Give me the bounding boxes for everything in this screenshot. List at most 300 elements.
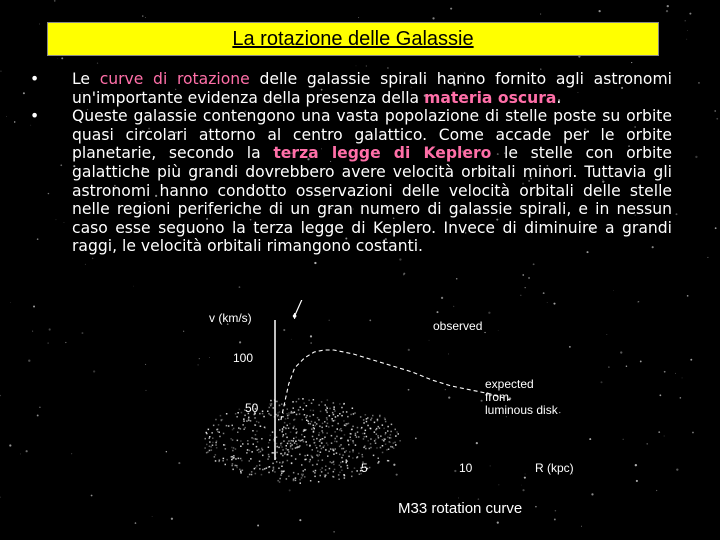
noise-pixel — [346, 450, 348, 452]
noise-pixel — [262, 411, 264, 413]
noise-pixel — [230, 438, 232, 440]
noise-pixel — [351, 476, 353, 478]
noise-pixel — [259, 461, 261, 463]
noise-pixel — [239, 409, 241, 411]
noise-pixel — [304, 469, 306, 471]
noise-pixel — [247, 476, 249, 478]
noise-pixel — [293, 478, 295, 480]
noise-pixel — [246, 452, 248, 454]
noise-pixel — [389, 441, 391, 443]
noise-pixel — [339, 429, 341, 431]
bullet-text: Queste galassie contengono una vasta popolazione di stelle poste su orbite quasi circolari attorno al centro galattico. Come accade per le orbite planetarie, secondo la terza legge di Keplero le stelle con orbite galattiche più grandi dovrebbero avere velocità orbitali minori. Tuttavia gli astronomi hanno condotto osservazioni delle velocità orbitali delle stelle nelle regioni periferiche di un gran numero di galassie spirali, e in nessun caso esse seguono la terza legge di Keplero. Invece di diminuire a grandi raggi, le velocità orbitali rimangono costanti. — [72, 107, 673, 256]
noise-pixel — [215, 442, 217, 444]
noise-pixel — [386, 449, 388, 451]
star-dot — [356, 65, 357, 66]
star-dot — [399, 258, 401, 260]
noise-pixel — [292, 440, 294, 442]
noise-pixel — [290, 443, 292, 445]
noise-pixel — [376, 447, 378, 449]
noise-pixel — [385, 434, 387, 436]
star-dot — [9, 444, 11, 446]
star-dot — [636, 480, 638, 482]
noise-pixel — [313, 425, 315, 427]
noise-pixel — [268, 472, 270, 474]
noise-pixel — [303, 470, 305, 472]
noise-pixel — [269, 414, 271, 416]
noise-pixel — [216, 447, 218, 449]
noise-pixel — [237, 432, 239, 434]
noise-pixel — [241, 460, 243, 462]
noise-pixel — [302, 398, 304, 400]
noise-pixel — [294, 442, 296, 444]
noise-pixel — [324, 437, 326, 439]
noise-pixel — [327, 423, 329, 425]
noise-pixel — [313, 410, 315, 412]
noise-pixel — [388, 460, 390, 462]
noise-pixel — [296, 401, 298, 403]
noise-pixel — [308, 400, 310, 402]
noise-pixel — [292, 401, 294, 403]
noise-pixel — [384, 417, 386, 419]
noise-pixel — [312, 464, 314, 466]
noise-pixel — [305, 429, 307, 431]
noise-pixel — [349, 451, 351, 453]
noise-pixel — [370, 447, 372, 449]
noise-pixel — [314, 472, 316, 474]
noise-pixel — [286, 437, 288, 439]
observed-point — [293, 314, 297, 318]
noise-pixel — [383, 428, 385, 430]
noise-pixel — [256, 465, 258, 467]
noise-pixel — [327, 472, 329, 474]
noise-pixel — [282, 429, 284, 431]
noise-pixel — [233, 455, 235, 457]
noise-pixel — [344, 425, 346, 427]
star-dot — [690, 359, 692, 361]
noise-pixel — [282, 463, 284, 465]
noise-pixel — [293, 426, 295, 428]
star-dot — [39, 24, 40, 25]
noise-pixel — [293, 427, 295, 429]
noise-pixel — [274, 471, 276, 473]
noise-pixel — [316, 447, 318, 449]
noise-pixel — [256, 439, 258, 441]
noise-pixel — [377, 435, 379, 437]
noise-pixel — [382, 445, 384, 447]
noise-pixel — [337, 423, 339, 425]
star-dot — [57, 58, 58, 59]
noise-pixel — [259, 468, 261, 470]
noise-pixel — [231, 465, 233, 467]
noise-pixel — [209, 438, 211, 440]
noise-pixel — [316, 464, 318, 466]
noise-pixel — [303, 429, 305, 431]
star-dot — [554, 519, 556, 521]
noise-pixel — [264, 427, 266, 429]
highlight-term: terza legge di Keplero — [273, 144, 492, 163]
noise-pixel — [322, 423, 324, 425]
noise-pixel — [319, 426, 321, 428]
noise-pixel — [239, 469, 241, 471]
noise-pixel — [281, 446, 283, 448]
noise-pixel — [376, 433, 378, 435]
star-dot — [91, 495, 93, 497]
star-dot — [540, 13, 541, 14]
noise-pixel — [279, 405, 281, 407]
noise-pixel — [333, 406, 335, 408]
noise-pixel — [206, 432, 208, 434]
noise-pixel — [315, 470, 317, 472]
noise-pixel — [295, 441, 297, 443]
noise-pixel — [299, 479, 301, 481]
star-dot — [528, 277, 530, 279]
noise-pixel — [310, 459, 312, 461]
noise-pixel — [302, 474, 304, 476]
noise-pixel — [341, 437, 343, 439]
noise-pixel — [255, 438, 257, 440]
noise-pixel — [236, 416, 238, 418]
noise-pixel — [299, 445, 301, 447]
star-dot — [692, 432, 694, 434]
noise-pixel — [235, 413, 237, 415]
noise-pixel — [240, 440, 242, 442]
y-tick-label: 50 — [245, 401, 259, 415]
noise-pixel — [261, 438, 263, 440]
noise-pixel — [258, 422, 260, 424]
noise-pixel — [336, 441, 338, 443]
noise-pixel — [301, 434, 303, 436]
noise-pixel — [219, 436, 221, 438]
noise-pixel — [309, 416, 311, 418]
noise-pixel — [366, 418, 368, 420]
noise-pixel — [216, 440, 218, 442]
star-dot — [39, 407, 40, 408]
noise-pixel — [268, 447, 270, 449]
noise-pixel — [357, 427, 359, 429]
noise-pixel — [255, 473, 257, 475]
noise-pixel — [282, 416, 284, 418]
noise-pixel — [326, 412, 328, 414]
star-dot — [658, 431, 660, 433]
noise-pixel — [321, 427, 323, 429]
star-dot — [257, 525, 259, 527]
noise-pixel — [289, 423, 291, 425]
noise-pixel — [334, 420, 336, 422]
chart-marks — [281, 300, 571, 420]
noise-pixel — [323, 447, 325, 449]
noise-pixel — [347, 440, 349, 442]
noise-pixel — [309, 445, 311, 447]
star-dot — [145, 17, 146, 18]
noise-pixel — [321, 448, 323, 450]
noise-pixel — [255, 434, 257, 436]
star-dot — [37, 415, 39, 417]
noise-pixel — [249, 474, 251, 476]
noise-pixel — [323, 438, 325, 440]
noise-pixel — [242, 424, 244, 426]
noise-pixel — [325, 404, 327, 406]
noise-pixel — [309, 461, 311, 463]
noise-pixel — [347, 416, 349, 418]
noise-pixel — [384, 419, 386, 421]
noise-pixel — [334, 431, 336, 433]
noise-pixel — [253, 443, 255, 445]
noise-pixel — [339, 465, 341, 467]
noise-pixel — [310, 480, 312, 482]
noise-pixel — [339, 446, 341, 448]
noise-pixel — [307, 455, 309, 457]
noise-pixel — [257, 450, 259, 452]
noise-pixel — [359, 474, 361, 476]
noise-pixel — [356, 470, 358, 472]
noise-pixel — [318, 434, 320, 436]
noise-pixel — [341, 415, 343, 417]
noise-pixel — [395, 429, 397, 431]
x-tick-label: 5 — [361, 461, 368, 475]
noise-pixel — [248, 417, 250, 419]
noise-pixel — [354, 412, 356, 414]
star-dot — [61, 57, 63, 59]
noise-pixel — [287, 418, 289, 420]
noise-pixel — [387, 430, 389, 432]
noise-pixel — [285, 418, 287, 420]
noise-pixel — [233, 447, 235, 449]
noise-pixel — [318, 419, 320, 421]
y-tick-label: 100 — [233, 351, 254, 365]
noise-pixel — [329, 468, 331, 470]
star-dot — [599, 10, 601, 12]
star-dot — [387, 67, 389, 69]
noise-pixel — [295, 458, 297, 460]
noise-pixel — [368, 440, 370, 442]
noise-pixel — [279, 481, 281, 483]
noise-pixel — [355, 435, 357, 437]
noise-pixel — [283, 440, 285, 442]
star-dot — [32, 331, 33, 332]
noise-pixel — [294, 412, 296, 414]
star-dot — [33, 306, 35, 308]
noise-pixel — [255, 467, 256, 469]
noise-pixel — [226, 459, 228, 461]
star-dot — [620, 351, 622, 353]
noise-pixel — [295, 480, 297, 482]
noise-pixel — [269, 439, 271, 441]
noise-pixel — [225, 464, 227, 466]
noise-pixel — [306, 405, 308, 407]
noise-pixel — [352, 426, 354, 428]
noise-pixel — [276, 452, 278, 454]
noise-pixel — [363, 422, 365, 424]
noise-pixel — [326, 417, 328, 419]
star-dot — [608, 366, 610, 368]
star-dot — [533, 263, 535, 265]
noise-pixel — [306, 415, 308, 417]
noise-pixel — [296, 432, 298, 434]
noise-pixel — [316, 438, 318, 440]
noise-pixel — [348, 456, 350, 458]
noise-pixel — [215, 444, 217, 446]
noise-pixel — [301, 464, 303, 466]
noise-pixel — [364, 436, 366, 438]
noise-pixel — [385, 444, 387, 446]
noise-pixel — [320, 469, 322, 471]
noise-pixel — [370, 443, 372, 445]
noise-pixel — [332, 420, 334, 422]
noise-pixel — [287, 408, 289, 410]
noise-pixel — [240, 458, 242, 460]
noise-pixel — [313, 471, 315, 473]
star-dot — [81, 332, 83, 334]
noise-pixel — [204, 447, 206, 449]
star-dot — [71, 453, 72, 454]
noise-pixel — [243, 429, 245, 431]
noise-pixel — [326, 432, 328, 434]
noise-pixel — [302, 419, 304, 421]
noise-pixel — [206, 452, 208, 454]
noise-pixel — [273, 407, 275, 409]
noise-pixel — [343, 420, 345, 422]
noise-pixel — [285, 427, 287, 429]
noise-pixel — [270, 405, 272, 407]
noise-pixel — [271, 403, 273, 405]
noise-pixel — [287, 425, 289, 427]
noise-pixel — [333, 461, 335, 463]
noise-pixel — [232, 463, 234, 465]
noise-pixel — [390, 446, 392, 448]
noise-pixel — [395, 435, 397, 437]
noise-pixel — [262, 449, 264, 451]
noise-pixel — [344, 477, 346, 479]
noise-pixel — [251, 471, 253, 473]
chart-caption: M33 rotation curve — [398, 500, 523, 517]
noise-pixel — [223, 433, 225, 435]
noise-pixel — [312, 436, 314, 438]
noise-pixel — [353, 413, 355, 415]
noise-pixel — [208, 429, 210, 431]
noise-pixel — [251, 474, 253, 476]
bullet-item — [28, 70, 672, 107]
noise-pixel — [314, 442, 316, 444]
noise-pixel — [343, 404, 345, 406]
noise-pixel — [320, 475, 322, 477]
noise-pixel — [242, 443, 244, 445]
star-dot — [0, 71, 1, 72]
noise-pixel — [305, 459, 307, 461]
noise-pixel — [346, 423, 348, 425]
star-dot — [403, 273, 405, 275]
noise-pixel — [380, 435, 382, 437]
star-dot — [166, 451, 167, 452]
noise-pixel — [232, 469, 234, 471]
noise-pixel — [247, 440, 249, 442]
noise-pixel — [285, 433, 287, 435]
noise-pixel — [235, 448, 237, 450]
bullet-icon: • — [30, 70, 40, 88]
noise-pixel — [329, 415, 331, 417]
x-axis-label: R (kpc) — [535, 461, 574, 475]
noise-pixel — [295, 428, 297, 430]
noise-pixel — [276, 461, 278, 463]
star-dot — [635, 464, 637, 466]
star-dot — [178, 462, 180, 464]
noise-pixel — [375, 443, 377, 445]
noise-pixel — [268, 454, 270, 456]
noise-pixel — [304, 414, 306, 416]
star-dot — [358, 17, 359, 18]
noise-pixel — [342, 461, 344, 463]
noise-pixel — [372, 415, 374, 417]
star-dot — [640, 361, 642, 363]
noise-pixel — [371, 418, 373, 420]
noise-pixel — [286, 478, 288, 480]
noise-pixel — [276, 437, 278, 439]
noise-pixel — [293, 480, 295, 482]
star-dot — [85, 264, 86, 265]
noise-pixel — [333, 476, 335, 478]
star-dot — [239, 286, 241, 288]
noise-pixel — [303, 409, 305, 411]
noise-pixel — [343, 411, 345, 413]
noise-pixel — [334, 410, 336, 412]
noise-pixel — [245, 427, 247, 429]
expected-curve — [281, 350, 510, 420]
noise-pixel — [333, 402, 335, 404]
noise-pixel — [335, 438, 337, 440]
noise-pixel — [333, 450, 335, 452]
noise-pixel — [352, 457, 354, 459]
noise-pixel — [395, 444, 397, 446]
noise-pixel — [277, 446, 279, 448]
noise-pixel — [283, 434, 285, 436]
noise-pixel — [347, 467, 349, 469]
y-axis-label: v (km/s) — [209, 311, 252, 325]
noise-pixel — [347, 465, 349, 467]
noise-pixel — [236, 467, 238, 469]
star-dot — [93, 370, 95, 372]
noise-pixel — [259, 465, 261, 467]
noise-pixel — [362, 433, 364, 435]
noise-pixel — [291, 462, 293, 464]
noise-pixel — [293, 419, 295, 421]
noise-pixel — [345, 423, 347, 425]
noise-pixel — [280, 445, 282, 447]
noise-pixel — [258, 452, 260, 454]
star-dot — [535, 506, 537, 508]
noise-pixel — [321, 442, 323, 444]
noise-pixel — [286, 448, 288, 450]
noise-pixel — [331, 442, 333, 444]
noise-pixel — [384, 439, 386, 441]
star-dot — [659, 394, 661, 396]
noise-pixel — [303, 402, 305, 404]
noise-pixel — [308, 423, 310, 425]
x-tick-label: 10 — [459, 461, 473, 475]
noise-pixel — [341, 407, 343, 409]
noise-pixel — [272, 463, 274, 465]
noise-pixel — [382, 452, 384, 454]
noise-pixel — [283, 426, 285, 428]
noise-pixel — [280, 416, 282, 418]
noise-pixel — [320, 452, 322, 454]
noise-pixel — [340, 444, 342, 446]
noise-pixel — [277, 415, 279, 417]
noise-pixel — [291, 444, 293, 446]
noise-pixel — [357, 431, 359, 433]
noise-pixel — [232, 425, 234, 427]
noise-pixel — [370, 428, 372, 430]
star-dot — [637, 301, 638, 302]
noise-pixel — [299, 454, 301, 456]
